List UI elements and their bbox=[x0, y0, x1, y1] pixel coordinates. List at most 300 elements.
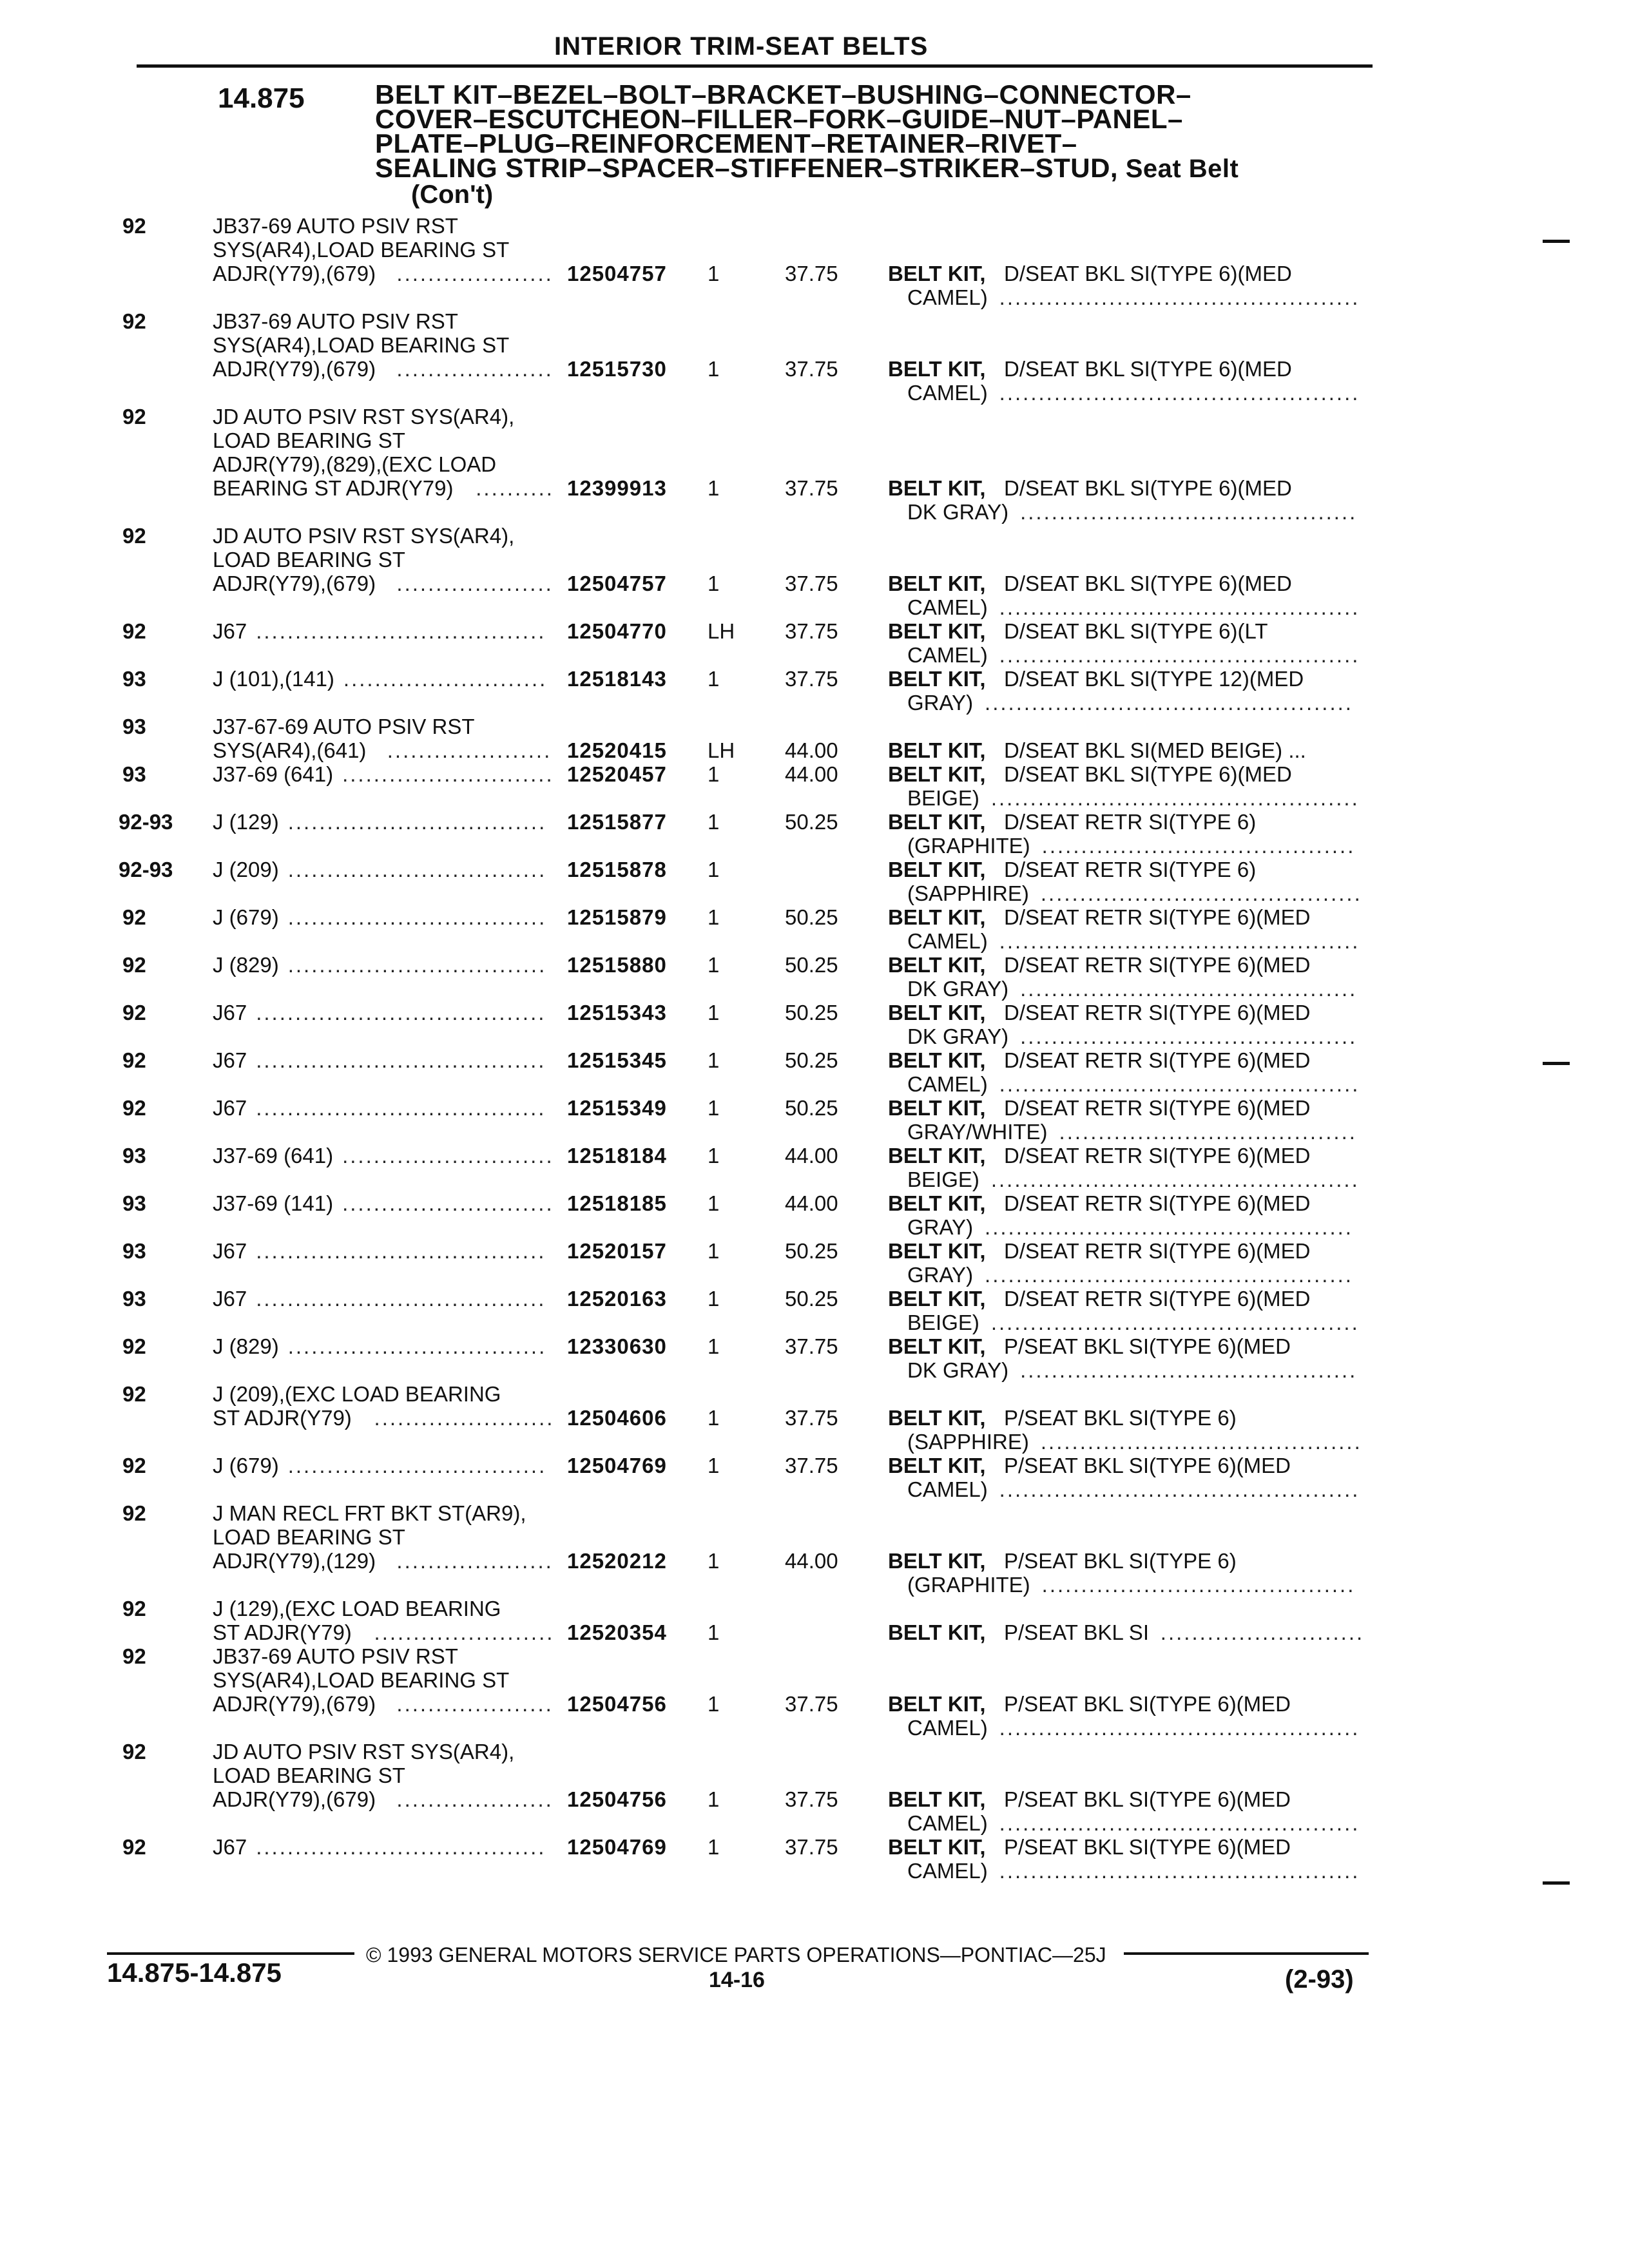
section-title-line: PLATE–PLUG–REINFORCEMENT–RETAINER–RIVET– bbox=[375, 128, 1077, 159]
header-rule bbox=[137, 64, 1373, 68]
quantity: 1 bbox=[708, 1835, 720, 1859]
part-detail-continued: CAMEL) bbox=[907, 929, 988, 953]
table-row bbox=[0, 572, 1629, 597]
part-name: BELT KIT, bbox=[888, 619, 986, 643]
quantity: 1 bbox=[708, 357, 720, 381]
leader-dots: .................... bbox=[396, 1692, 554, 1716]
part-detail: D/SEAT BKL SI(TYPE 6)(MED bbox=[1004, 572, 1292, 595]
part-number: 12504606 bbox=[567, 1406, 667, 1430]
usage-description: J (129),(EXC LOAD BEARING bbox=[213, 1597, 501, 1620]
table-row bbox=[0, 1144, 1629, 1169]
table-row bbox=[0, 1120, 1629, 1146]
page-title: INTERIOR TRIM-SEAT BELTS bbox=[554, 32, 929, 61]
price: 50.25 bbox=[785, 905, 838, 929]
part-number: 12515345 bbox=[567, 1048, 667, 1072]
part-detail: D/SEAT RETR SI(TYPE 6)(MED bbox=[1004, 1001, 1311, 1024]
leader-dots: .............................................. bbox=[999, 929, 1360, 953]
leader-dots: ........................................ bbox=[1041, 1573, 1356, 1597]
usage-description: J (679) bbox=[213, 1454, 279, 1477]
price: 37.75 bbox=[785, 619, 838, 643]
usage-description: J37-69 (641) bbox=[213, 762, 334, 786]
group-number: 93 bbox=[122, 1144, 146, 1168]
part-name: BELT KIT, bbox=[888, 667, 986, 691]
table-row bbox=[0, 381, 1629, 407]
part-name: BELT KIT, bbox=[888, 953, 986, 977]
leader-dots: ............................................... bbox=[990, 1311, 1360, 1334]
table-row bbox=[0, 1168, 1629, 1193]
table-row bbox=[0, 1096, 1629, 1122]
quantity: 1 bbox=[708, 762, 720, 786]
leader-dots: .............................................. bbox=[999, 1477, 1360, 1501]
price: 44.00 bbox=[785, 1549, 838, 1573]
part-detail-continued: CAMEL) bbox=[907, 1859, 988, 1883]
part-detail-continued: CAMEL) bbox=[907, 643, 988, 667]
part-detail: P/SEAT BKL SI(TYPE 6)(MED bbox=[1004, 1835, 1291, 1859]
part-number: 12504769 bbox=[567, 1454, 667, 1477]
price: 44.00 bbox=[785, 762, 838, 786]
part-number: 12515349 bbox=[567, 1096, 667, 1120]
part-detail: P/SEAT BKL SI(TYPE 6) bbox=[1004, 1406, 1237, 1430]
leader-dots: ........................... bbox=[342, 762, 554, 786]
leader-dots: .................... bbox=[396, 572, 554, 595]
part-detail-continued: DK GRAY) bbox=[907, 500, 1009, 524]
quantity: 1 bbox=[708, 1406, 720, 1430]
footer-rule-left bbox=[107, 1952, 354, 1955]
leader-dots: ..................................... bbox=[256, 619, 546, 643]
group-number: 92 bbox=[122, 1835, 146, 1859]
table-row bbox=[0, 1597, 1629, 1622]
group-number: 92 bbox=[122, 1644, 146, 1668]
quantity: 1 bbox=[708, 1191, 720, 1215]
leader-dots: .......................... bbox=[1160, 1620, 1365, 1644]
part-detail: P/SEAT BKL SI bbox=[1004, 1620, 1149, 1644]
part-number: 12504756 bbox=[567, 1787, 667, 1811]
part-name: BELT KIT, bbox=[888, 1191, 986, 1215]
price: 50.25 bbox=[785, 1048, 838, 1072]
table-row bbox=[0, 452, 1629, 478]
part-detail-continued: BEIGE) bbox=[907, 786, 979, 810]
price: 44.00 bbox=[785, 1191, 838, 1215]
part-name: BELT KIT, bbox=[888, 905, 986, 929]
leader-dots: ..................................... bbox=[256, 1239, 546, 1263]
table-row bbox=[0, 1430, 1629, 1456]
continued-label: (Con't) bbox=[411, 180, 494, 209]
section-title bbox=[375, 79, 1367, 183]
usage-description: ADJR(Y79),(679) bbox=[213, 1787, 376, 1811]
usage-description: LOAD BEARING ST bbox=[213, 1763, 405, 1787]
table-row bbox=[0, 1454, 1629, 1479]
part-number: 12504770 bbox=[567, 619, 667, 643]
leader-dots: ............................................... bbox=[990, 1168, 1360, 1191]
part-detail: D/SEAT RETR SI(TYPE 6)(MED bbox=[1004, 905, 1311, 929]
table-row bbox=[0, 667, 1629, 693]
footer-section-range: 14.875-14.875 bbox=[107, 1957, 282, 1988]
part-number: 12504757 bbox=[567, 262, 667, 285]
quantity: 1 bbox=[708, 262, 720, 285]
part-name: BELT KIT, bbox=[888, 762, 986, 786]
table-row bbox=[0, 786, 1629, 812]
group-number: 93 bbox=[122, 1191, 146, 1215]
group-number: 92 bbox=[122, 953, 146, 977]
leader-dots: ............................................... bbox=[990, 786, 1360, 810]
usage-description: J67 bbox=[213, 619, 247, 643]
price: 37.75 bbox=[785, 1406, 838, 1430]
leader-dots: ................................. bbox=[287, 1334, 547, 1358]
quantity: 1 bbox=[708, 1692, 720, 1716]
part-detail: D/SEAT BKL SI(TYPE 6)(MED bbox=[1004, 476, 1292, 500]
table-row bbox=[0, 643, 1629, 669]
leader-dots: ..................................... bbox=[256, 1096, 546, 1120]
usage-description: ST ADJR(Y79) bbox=[213, 1406, 352, 1430]
table-row bbox=[0, 715, 1629, 740]
section-title-line: BELT KIT–BEZEL–BOLT–BRACKET–BUSHING–CONNECTOR– bbox=[375, 79, 1191, 110]
part-detail: P/SEAT BKL SI(TYPE 6)(MED bbox=[1004, 1692, 1291, 1716]
part-name: BELT KIT, bbox=[888, 357, 986, 381]
table-row bbox=[0, 333, 1629, 359]
leader-dots: ..................................... bbox=[256, 1048, 546, 1072]
part-name: BELT KIT, bbox=[888, 810, 986, 834]
table-row bbox=[0, 1287, 1629, 1312]
part-number: 12504769 bbox=[567, 1835, 667, 1859]
usage-description: J37-69 (641) bbox=[213, 1144, 334, 1168]
margin-mark bbox=[1543, 240, 1570, 243]
table-row bbox=[0, 476, 1629, 502]
part-number: 12515343 bbox=[567, 1001, 667, 1024]
quantity: 1 bbox=[708, 1048, 720, 1072]
table-row bbox=[0, 1358, 1629, 1384]
leader-dots: .............................................. bbox=[999, 1716, 1360, 1740]
group-number: 92 bbox=[122, 1382, 146, 1406]
usage-description: BEARING ST ADJR(Y79) bbox=[213, 476, 454, 500]
price: 37.75 bbox=[785, 262, 838, 285]
part-detail: D/SEAT RETR SI(TYPE 6) bbox=[1004, 810, 1257, 834]
usage-description: JB37-69 AUTO PSIV RST bbox=[213, 1644, 458, 1668]
part-detail-continued: (GRAPHITE) bbox=[907, 1573, 1030, 1597]
table-row bbox=[0, 1382, 1629, 1408]
part-detail-continued: GRAY) bbox=[907, 1263, 974, 1287]
table-row bbox=[0, 595, 1629, 621]
part-detail: D/SEAT RETR SI(TYPE 6)(MED bbox=[1004, 1287, 1311, 1311]
usage-description: J (129) bbox=[213, 810, 279, 834]
usage-description: J67 bbox=[213, 1001, 247, 1024]
price: 37.75 bbox=[785, 1835, 838, 1859]
price: 37.75 bbox=[785, 1692, 838, 1716]
part-detail: P/SEAT BKL SI(TYPE 6)(MED bbox=[1004, 1787, 1291, 1811]
usage-description: J (829) bbox=[213, 1334, 279, 1358]
usage-description: LOAD BEARING ST bbox=[213, 428, 405, 452]
part-detail-continued: GRAY/WHITE) bbox=[907, 1120, 1048, 1144]
table-row bbox=[0, 1334, 1629, 1360]
table-row bbox=[0, 1835, 1629, 1861]
part-name: BELT KIT, bbox=[888, 858, 986, 881]
leader-dots: ................................. bbox=[287, 858, 547, 881]
part-number: 12520157 bbox=[567, 1239, 667, 1263]
part-number: 12330630 bbox=[567, 1334, 667, 1358]
table-row bbox=[0, 691, 1629, 716]
table-row bbox=[0, 858, 1629, 883]
group-number: 92 bbox=[122, 309, 146, 333]
table-row bbox=[0, 500, 1629, 526]
section-title-line: SEALING STRIP–SPACER–STIFFENER–STRIKER–STUD, Seat Belt bbox=[375, 153, 1239, 183]
quantity: 1 bbox=[708, 1096, 720, 1120]
quantity: 1 bbox=[708, 1787, 720, 1811]
part-detail-continued: CAMEL) bbox=[907, 1716, 988, 1740]
group-number: 92 bbox=[122, 1048, 146, 1072]
part-detail: D/SEAT RETR SI(TYPE 6)(MED bbox=[1004, 953, 1311, 977]
part-detail: D/SEAT BKL SI(TYPE 6)(MED bbox=[1004, 262, 1292, 285]
part-number: 12520163 bbox=[567, 1287, 667, 1311]
group-number: 92 bbox=[122, 905, 146, 929]
part-detail: D/SEAT BKL SI(TYPE 6)(MED bbox=[1004, 357, 1292, 381]
group-number: 92 bbox=[122, 619, 146, 643]
section-title-line: COVER–ESCUTCHEON–FILLER–FORK–GUIDE–NUT–PANEL– bbox=[375, 104, 1183, 134]
leader-dots: .................... bbox=[396, 262, 554, 285]
part-detail: D/SEAT BKL SI(TYPE 12)(MED bbox=[1004, 667, 1304, 691]
price: 50.25 bbox=[785, 1001, 838, 1024]
footer-date-code: (2-93) bbox=[1285, 1965, 1354, 1994]
table-row bbox=[0, 357, 1629, 383]
part-detail-continued: CAMEL) bbox=[907, 595, 988, 619]
table-row bbox=[0, 309, 1629, 335]
group-number: 92-93 bbox=[119, 810, 173, 834]
group-number: 93 bbox=[122, 667, 146, 691]
group-number: 92-93 bbox=[119, 858, 173, 881]
leader-dots: .......... bbox=[476, 476, 554, 500]
usage-description: ADJR(Y79),(829),(EXC LOAD bbox=[213, 452, 497, 476]
usage-description: J67 bbox=[213, 1048, 247, 1072]
usage-description: JD AUTO PSIV RST SYS(AR4), bbox=[213, 405, 515, 428]
usage-description: J67 bbox=[213, 1239, 247, 1263]
usage-description: J MAN RECL FRT BKT ST(AR9), bbox=[213, 1501, 526, 1525]
leader-dots: .................... bbox=[396, 1787, 554, 1811]
part-name: BELT KIT, bbox=[888, 1454, 986, 1477]
part-number: 12399913 bbox=[567, 476, 667, 500]
usage-description: J (209) bbox=[213, 858, 279, 881]
leader-dots: ........................................... bbox=[1020, 500, 1358, 524]
part-detail-continued: (SAPPHIRE) bbox=[907, 881, 1029, 905]
usage-description: SYS(AR4),LOAD BEARING ST bbox=[213, 333, 510, 357]
quantity: 1 bbox=[708, 858, 720, 881]
price: 37.75 bbox=[785, 1787, 838, 1811]
table-row bbox=[0, 1406, 1629, 1432]
table-row bbox=[0, 881, 1629, 907]
table-row bbox=[0, 1239, 1629, 1265]
price: 44.00 bbox=[785, 738, 838, 762]
section-number: 14.875 bbox=[218, 82, 305, 114]
table-row bbox=[0, 1311, 1629, 1336]
part-number: 12518184 bbox=[567, 1144, 667, 1168]
part-number: 12520354 bbox=[567, 1620, 667, 1644]
group-number: 92 bbox=[122, 1501, 146, 1525]
part-detail-continued: BEIGE) bbox=[907, 1168, 979, 1191]
leader-dots: .............................................. bbox=[999, 285, 1360, 309]
part-detail: D/SEAT BKL SI(MED BEIGE) ... bbox=[1004, 738, 1306, 762]
part-number: 12504756 bbox=[567, 1692, 667, 1716]
table-row bbox=[0, 953, 1629, 979]
leader-dots: ..................... bbox=[387, 738, 552, 762]
table-row bbox=[0, 405, 1629, 430]
part-name: BELT KIT, bbox=[888, 262, 986, 285]
usage-description: J (829) bbox=[213, 953, 279, 977]
usage-description: J37-69 (141) bbox=[213, 1191, 334, 1215]
table-row bbox=[0, 1692, 1629, 1718]
usage-description: JD AUTO PSIV RST SYS(AR4), bbox=[213, 524, 515, 548]
usage-description: SYS(AR4),LOAD BEARING ST bbox=[213, 238, 510, 262]
quantity: 1 bbox=[708, 1144, 720, 1168]
usage-description: SYS(AR4),LOAD BEARING ST bbox=[213, 1668, 510, 1692]
part-number: 12518185 bbox=[567, 1191, 667, 1215]
footer-page-number: 14-16 bbox=[709, 1968, 765, 1992]
part-detail-continued: CAMEL) bbox=[907, 1811, 988, 1835]
quantity: 1 bbox=[708, 1620, 720, 1644]
part-detail-continued: (SAPPHIRE) bbox=[907, 1430, 1029, 1454]
usage-description: JD AUTO PSIV RST SYS(AR4), bbox=[213, 1740, 515, 1763]
table-row bbox=[0, 619, 1629, 645]
margin-mark bbox=[1543, 1062, 1570, 1065]
group-number: 93 bbox=[122, 1287, 146, 1311]
table-row bbox=[0, 1525, 1629, 1551]
price: 37.75 bbox=[785, 667, 838, 691]
leader-dots: ........................................... bbox=[1020, 977, 1358, 1001]
part-number: 12515878 bbox=[567, 858, 667, 881]
part-detail-continued: GRAY) bbox=[907, 1215, 974, 1239]
leader-dots: .................... bbox=[396, 357, 554, 381]
leader-dots: ...................................... bbox=[1059, 1120, 1357, 1144]
part-detail: P/SEAT BKL SI(TYPE 6)(MED bbox=[1004, 1334, 1291, 1358]
table-row bbox=[0, 1215, 1629, 1241]
usage-description: SYS(AR4),(641) bbox=[213, 738, 367, 762]
part-name: BELT KIT, bbox=[888, 476, 986, 500]
quantity: 1 bbox=[708, 1549, 720, 1573]
part-detail: D/SEAT RETR SI(TYPE 6)(MED bbox=[1004, 1239, 1311, 1263]
table-row bbox=[0, 1716, 1629, 1742]
leader-dots: ..................................... bbox=[256, 1835, 546, 1859]
part-detail-continued: CAMEL) bbox=[907, 285, 988, 309]
part-number: 12520457 bbox=[567, 762, 667, 786]
usage-description: J67 bbox=[213, 1287, 247, 1311]
leader-dots: .................... bbox=[396, 1549, 554, 1573]
price: 50.25 bbox=[785, 953, 838, 977]
part-number: 12515880 bbox=[567, 953, 667, 977]
table-row bbox=[0, 1763, 1629, 1789]
leader-dots: .............................................. bbox=[999, 595, 1360, 619]
group-number: 92 bbox=[122, 1454, 146, 1477]
usage-description: J (679) bbox=[213, 905, 279, 929]
part-name: BELT KIT, bbox=[888, 1048, 986, 1072]
leader-dots: .............................................. bbox=[999, 1859, 1360, 1883]
part-number: 12504757 bbox=[567, 572, 667, 595]
leader-dots: ............................................... bbox=[985, 1215, 1353, 1239]
leader-dots: ........................................ bbox=[1041, 834, 1356, 858]
leader-dots: ........................................... bbox=[1020, 1024, 1358, 1048]
table-row bbox=[0, 1001, 1629, 1026]
part-name: BELT KIT, bbox=[888, 1144, 986, 1168]
table-row bbox=[0, 810, 1629, 836]
quantity: LH bbox=[708, 619, 735, 643]
group-number: 92 bbox=[122, 1597, 146, 1620]
leader-dots: ................................. bbox=[287, 905, 547, 929]
table-row bbox=[0, 1024, 1629, 1050]
leader-dots: .............................................. bbox=[999, 381, 1360, 405]
table-row bbox=[0, 1859, 1629, 1885]
part-name: BELT KIT, bbox=[888, 1096, 986, 1120]
table-row bbox=[0, 548, 1629, 573]
leader-dots: ............................................... bbox=[985, 1263, 1353, 1287]
table-row bbox=[0, 262, 1629, 287]
usage-description: ADJR(Y79),(679) bbox=[213, 262, 376, 285]
leader-dots: ............................................... bbox=[985, 691, 1353, 715]
table-row bbox=[0, 1644, 1629, 1670]
part-detail-continued: (GRAPHITE) bbox=[907, 834, 1030, 858]
leader-dots: ........................... bbox=[342, 1191, 554, 1215]
table-row bbox=[0, 1263, 1629, 1289]
part-name: BELT KIT, bbox=[888, 1334, 986, 1358]
group-number: 92 bbox=[122, 405, 146, 428]
table-row bbox=[0, 1549, 1629, 1575]
quantity: 1 bbox=[708, 953, 720, 977]
group-number: 92 bbox=[122, 1334, 146, 1358]
leader-dots: ................................. bbox=[287, 953, 547, 977]
table-row bbox=[0, 1477, 1629, 1503]
table-row bbox=[0, 738, 1629, 764]
usage-description: ST ADJR(Y79) bbox=[213, 1620, 352, 1644]
usage-description: J37-67-69 AUTO PSIV RST bbox=[213, 715, 475, 738]
group-number: 92 bbox=[122, 524, 146, 548]
table-row bbox=[0, 524, 1629, 550]
group-number: 92 bbox=[122, 214, 146, 238]
footer-copyright: © 1993 GENERAL MOTORS SERVICE PARTS OPERATIONS—PONTIAC—25J bbox=[366, 1943, 1106, 1966]
part-number: 12515877 bbox=[567, 810, 667, 834]
part-name: BELT KIT, bbox=[888, 1620, 986, 1644]
part-detail: D/SEAT RETR SI(TYPE 6)(MED bbox=[1004, 1048, 1311, 1072]
leader-dots: ................................. bbox=[287, 810, 547, 834]
part-number: 12515730 bbox=[567, 357, 667, 381]
usage-description: ADJR(Y79),(679) bbox=[213, 1692, 376, 1716]
leader-dots: ........................................... bbox=[1020, 1358, 1358, 1382]
quantity: LH bbox=[708, 738, 735, 762]
part-detail-continued: CAMEL) bbox=[907, 381, 988, 405]
table-row bbox=[0, 1501, 1629, 1527]
part-name: BELT KIT, bbox=[888, 1835, 986, 1859]
part-detail: D/SEAT RETR SI(TYPE 6)(MED bbox=[1004, 1144, 1311, 1168]
leader-dots: .............................................. bbox=[999, 1072, 1360, 1096]
table-row bbox=[0, 428, 1629, 454]
table-row bbox=[0, 1191, 1629, 1217]
quantity: 1 bbox=[708, 1239, 720, 1263]
leader-dots: ................................. bbox=[287, 1454, 547, 1477]
table-row bbox=[0, 1620, 1629, 1646]
part-name: BELT KIT, bbox=[888, 1787, 986, 1811]
usage-description: JB37-69 AUTO PSIV RST bbox=[213, 309, 458, 333]
table-row bbox=[0, 1048, 1629, 1074]
margin-mark bbox=[1543, 1881, 1570, 1885]
part-name: BELT KIT, bbox=[888, 1406, 986, 1430]
part-detail-continued: GRAY) bbox=[907, 691, 974, 715]
part-detail-continued: CAMEL) bbox=[907, 1477, 988, 1501]
usage-description: ADJR(Y79),(129) bbox=[213, 1549, 376, 1573]
part-name: BELT KIT, bbox=[888, 1287, 986, 1311]
leader-dots: .......................... bbox=[343, 667, 548, 691]
table-row bbox=[0, 285, 1629, 311]
table-row bbox=[0, 905, 1629, 931]
part-detail: D/SEAT BKL SI(TYPE 6)(MED bbox=[1004, 762, 1292, 786]
part-name: BELT KIT, bbox=[888, 1692, 986, 1716]
quantity: 1 bbox=[708, 667, 720, 691]
part-detail: P/SEAT BKL SI(TYPE 6)(MED bbox=[1004, 1454, 1291, 1477]
part-detail: D/SEAT RETR SI(TYPE 6) bbox=[1004, 858, 1257, 881]
price: 50.25 bbox=[785, 1287, 838, 1311]
usage-description: J67 bbox=[213, 1096, 247, 1120]
